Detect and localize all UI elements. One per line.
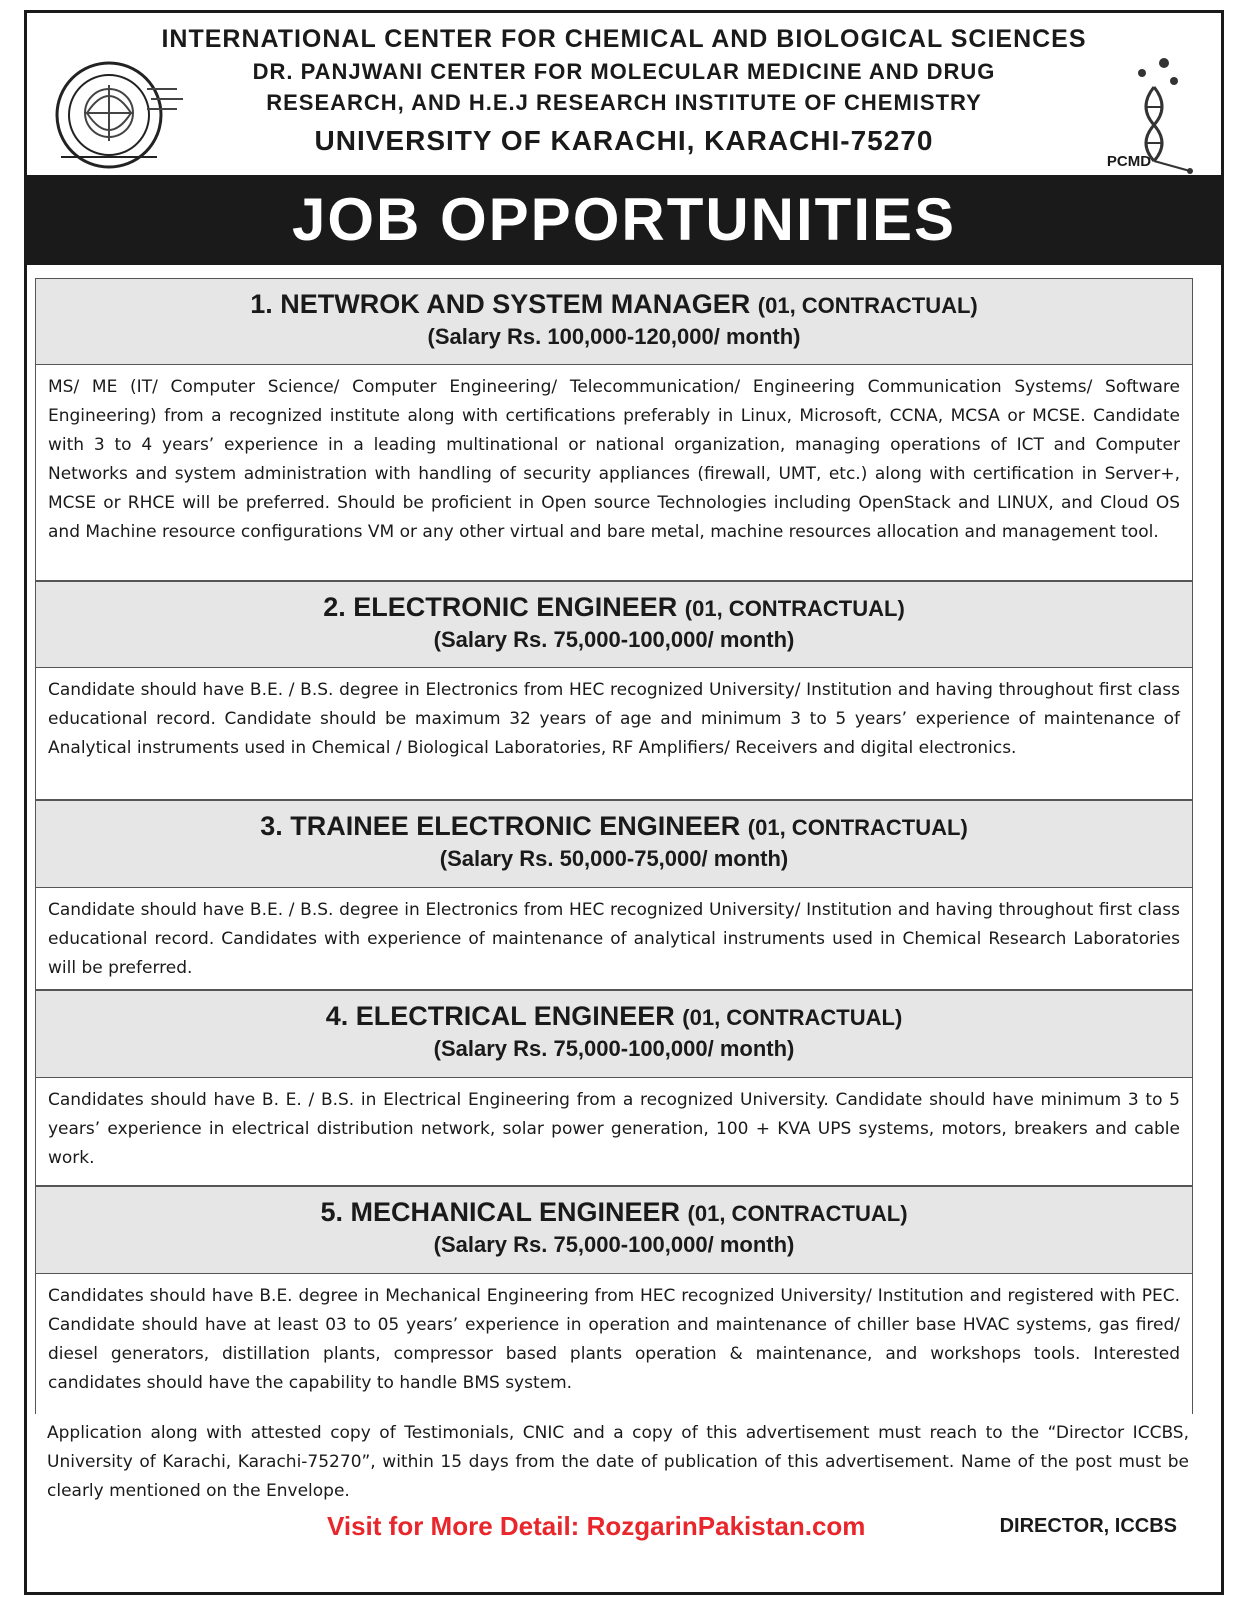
application-instructions: Application along with attested copy of Testimonials, CNIC and a copy of this advertisement must reach to the “Director ICCBS, University of Karachi, Karachi-75270”, within 15 days from the date of publication of this advertisement. Name of the post must be clearly mentioned on the Envelope. [47,1423,1189,1501]
job-status: (01, CONTRACTUAL) [684,596,905,621]
job-heading [35,581,1193,668]
job-status: (01, CONTRACTUAL) [687,1201,908,1226]
job-title: 5. MECHANICAL ENGINEER [320,1197,681,1227]
job-status: (01, CONTRACTUAL) [682,1005,903,1030]
visit-website-link[interactable]: Visit for More Detail: RozgarinPakistan.com [327,1511,866,1541]
job-salary: (Salary Rs. 75,000-100,000/ month) [433,1232,795,1257]
job-status: (01, CONTRACTUAL) [757,293,978,318]
job-heading [35,990,1193,1078]
signature-director: DIRECTOR, ICCBS [999,1515,1177,1537]
job-salary: (Salary Rs. 75,000-100,000/ month) [433,627,795,652]
job-title: 2. ELECTRONIC ENGINEER [323,592,678,622]
university-address: UNIVERSITY OF KARACHI, KARACHI-75270 [314,125,934,156]
center-name-line1: DR. PANJWANI CENTER FOR MOLECULAR MEDICINE AND DRUG [252,59,996,84]
job-title: 3. TRAINEE ELECTRONIC ENGINEER [260,811,741,841]
job-salary: (Salary Rs. 75,000-100,000/ month) [433,1036,795,1061]
institution-name: INTERNATIONAL CENTER FOR CHEMICAL AND BIOLOGICAL SCIENCES [161,25,1087,53]
job-description: Candidates should have B.E. degree in Mechanical Engineering from HEC recognized University/ Institution and registered with PEC. Candidate should have at least 03 to 05 years’ experience in operation and maintenance of chiller base HVAC systems, gas fired/ diesel generators, distillation plants, compressor based plants operation & maintenance, and workshops tools. Interested candidates should have the capability to handle BMS system. [35,1274,1193,1414]
center-name-line2: RESEARCH, AND H.E.J RESEARCH INSTITUTE OF CHEMISTRY [266,90,982,115]
job-status: (01, CONTRACTUAL) [747,815,968,840]
header [27,13,1221,175]
job-description: Candidate should have B.E. / B.S. degree in Electronics from HEC recognized University/ Institution and having throughout first class educational record. Candidates with experience of maintenance of analytical instruments used in Chemical Research Laboratories will be preferred. [35,888,1193,990]
job-advertisement [24,10,1224,1595]
job-title: 4. ELECTRICAL ENGINEER [325,1001,675,1031]
job-description: Candidate should have B.E. / B.S. degree in Electronics from HEC recognized University/ Institution and having throughout first class educational record. Candidate should be maximum 32 years of age and minimum 3 to 5 years’ experience of maintenance of Analytical instruments used in Chemical / Biological Laboratories, RF Amplifiers/ Receivers and digital electronics. [35,668,1193,800]
job-title: 1. NETWROK AND SYSTEM MANAGER [250,289,751,319]
job-salary: (Salary Rs. 50,000-75,000/ month) [439,846,789,871]
job-heading [35,1186,1193,1274]
pcmd-label: PCMD [1106,153,1152,170]
job-description: Candidates should have B. E. / B.S. in Electrical Engineering from a recognized University. Candidate should have minimum 3 to 5 years’ experience in electrical distribution network, solar power generation, 100 + KVA UPS systems, motors, breakers and cable work. [35,1078,1193,1186]
job-heading [35,800,1193,888]
job-heading [35,278,1193,365]
job-salary: (Salary Rs. 100,000-120,000/ month) [427,324,801,349]
page-title: JOB OPPORTUNITIES [27,175,1221,265]
job-description: MS/ ME (IT/ Computer Science/ Computer Engineering/ Telecommunication/ Engineering Communication Systems/ Software Engineering) from a recognized institute along with certifications preferably in Linux, Microsoft, CCNA, MCSA or MCSE. Candidate with 3 to 4 years’ experience in a leading multinational or national organization, managing operations of ICT and Computer Networks and system administration with handling of security appliances (firewall, UMT, etc.) along with certification in Server+, MCSE or RHCE will be preferred. Should be proficient in Open source Technologies including OpenStack and LINUX, and Cloud OS and Machine resource configurations VM or any other virtual and bare metal, machine resources allocation and management tool. [35,365,1193,581]
